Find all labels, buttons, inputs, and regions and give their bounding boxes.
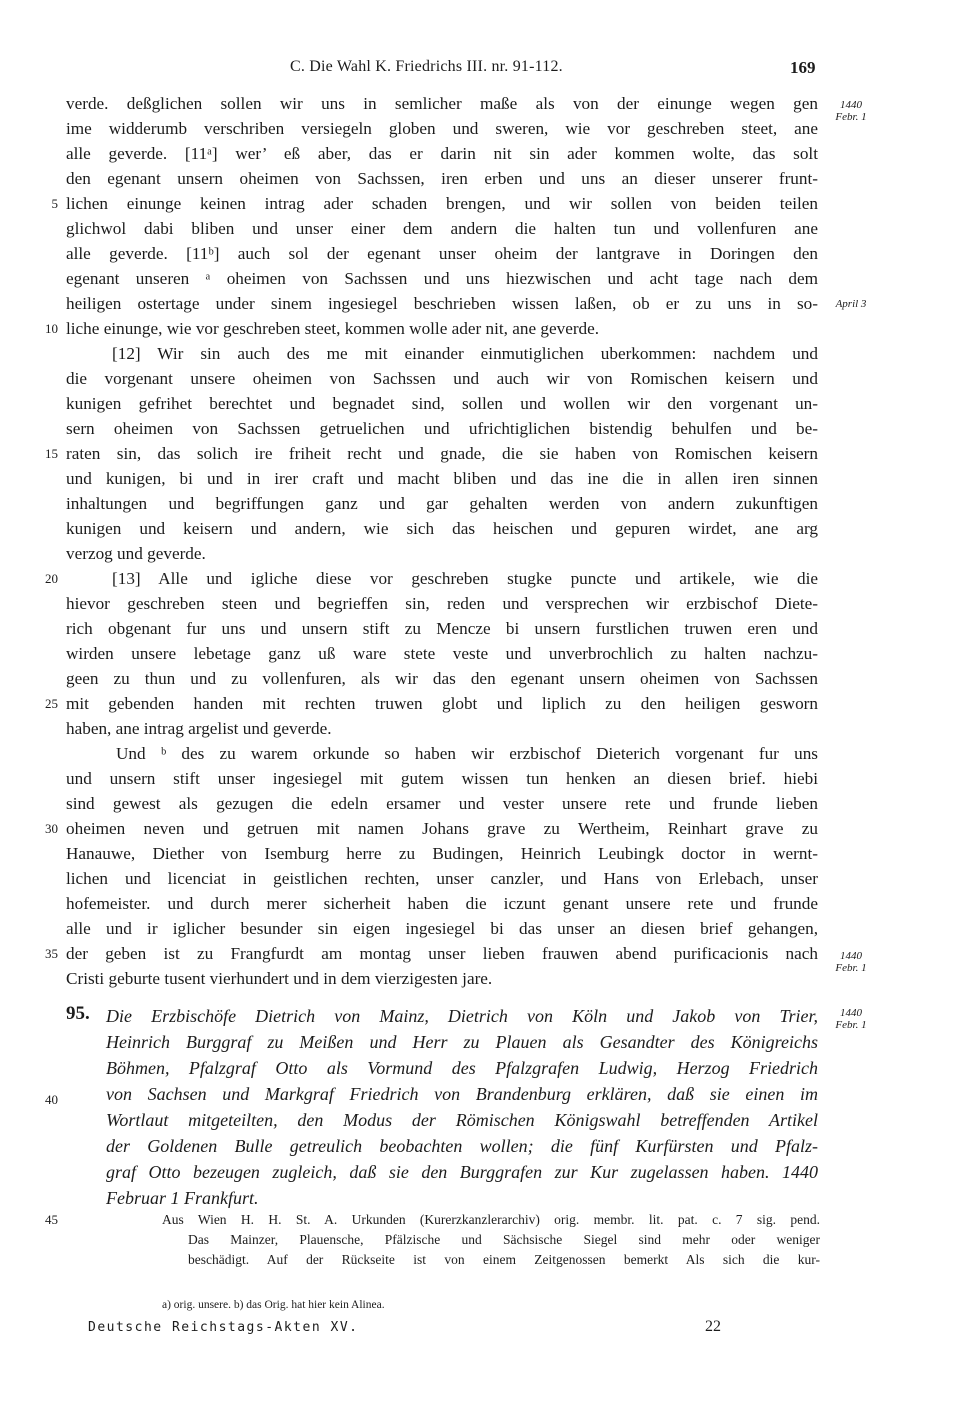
margin-date-year: 1440 xyxy=(840,950,862,962)
body-line: den egenant unsern oheimen von Sachssen, iren erben und uns an dieser unserer frunt- xyxy=(66,169,818,188)
body-line: glichwol dabi bliben und unser einer dem andern die halten tun und vollenfuren ane xyxy=(66,219,818,238)
sheet-signature: 22 xyxy=(705,1318,721,1335)
body-line: hofemeister. und durch merer sicherheit haben die iczunt genant unsere rete und frunde xyxy=(66,894,818,913)
body-line: raten sin, das solich ire friheit recht und gnade, die sie haben von Romischen keisern xyxy=(66,444,818,463)
body-line: mit gebenden handen mit rechten truwen globt und liplich zu den heiligen gesworn xyxy=(66,694,818,713)
body-line: verzog und geverde. xyxy=(66,544,206,563)
regest-line: von Sachsen und Markgraf Friedrich von Brandenburg erklären, daß sie einen im xyxy=(106,1084,818,1104)
body-line: sind gewest als gezugen die edeln ersamer und vester unsere rete und frunde lieben xyxy=(66,794,818,813)
body-line: Hanauwe, Diether von Isemburg herre zu Budingen, Heinrich Leubingk doctor in wernt- xyxy=(66,844,818,863)
body-line: inhaltungen und begriffungen ganz und gar gehalten werden von andern zukunftigen xyxy=(66,494,818,513)
margin-date-day: Febr. 1 xyxy=(835,111,867,123)
regest-line: Wortlaut mitgeteilten, den Modus der Römischen Königswahl betreffenden Artikel xyxy=(106,1110,818,1130)
margin-date-day: Febr. 1 xyxy=(835,962,867,974)
body-line: alle geverde. [11ᵃ] wer’ eß aber, das er darin nit sin ader kommen wolte, das solt xyxy=(66,144,818,163)
margin-date: April 3 xyxy=(835,298,867,310)
body-line: heiligen ostertage under sinem ingesiegel beschrieben wissen laßen, ob er zu uns in so- xyxy=(66,294,818,313)
body-line: verde. deßglichen sollen wir uns in semlicher maße als von der einunge wegen gen xyxy=(66,94,818,113)
body-line: Und ᵇ des zu warem orkunde so haben wir erzbischof Dieterich vorgenant fur uns xyxy=(116,744,818,763)
body-line: wirden unsere lebetage ganz uß ware stete veste und unverbrochlich zu halten nachzu- xyxy=(66,644,818,663)
line-number: 25 xyxy=(45,696,58,711)
running-head: C. Die Wahl K. Friedrichs III. nr. 91-112. xyxy=(290,58,563,75)
body-line: haben, ane intrag argelist und geverde. xyxy=(66,719,332,738)
line-number: 30 xyxy=(45,821,58,836)
line-number: 10 xyxy=(45,321,58,336)
regest-line: Böhmen, Pfalzgraf Otto als Vormund des Pfalzgrafen Ludwig, Herzog Friedrich xyxy=(106,1058,818,1078)
body-line: alle und ir iglicher besunder sin eigen ingesiegel bi das unser an diesen brief gehangen, xyxy=(66,919,818,938)
body-line: [13] Alle und igliche diese vor geschreben stugke puncte und artikele, wie die xyxy=(112,569,818,588)
line-number: 45 xyxy=(45,1212,58,1227)
regest-line: Februar 1 Frankfurt. xyxy=(106,1188,259,1208)
series-title: Deutsche Reichstags-Akten XV. xyxy=(88,1320,359,1335)
line-number: 15 xyxy=(45,446,58,461)
line-number: 40 xyxy=(45,1092,58,1107)
regest-line: Heinrich Burggraf zu Meißen und Herr zu Plauen als Gesandter des Königreichs xyxy=(106,1032,818,1052)
document-number: 95. xyxy=(66,1003,90,1024)
source-note: Das Mainzer, Plauensche, Pfälzische und Sächsische Siegel sind mehr oder weniger xyxy=(188,1232,820,1247)
body-line: und kunigen, bi und in irer craft und macht bliben und das ine die in allen iren sinnen xyxy=(66,469,818,488)
line-number: 35 xyxy=(45,946,58,961)
body-line: alle geverde. [11ᵇ] auch sol der egenant unser oheim der lantgrave in Doringen den xyxy=(66,244,818,263)
line-number: 5 xyxy=(51,196,58,211)
regest-line: graf Otto bezeugen zugleich, daß sie den Burggrafen zur Kur zugelassen haben. 1440 xyxy=(106,1162,818,1182)
footnote: a) orig. unsere. b) das Orig. hat hier kein Alinea. xyxy=(162,1299,385,1311)
body-line: liche einunge, wie vor geschreben steet, kommen wolle ader nit, ane geverde. xyxy=(66,319,600,338)
body-line: und unsern stift unser ingesiegel mit gutem wissen tun henken an diesen brief. hiebi xyxy=(66,769,818,788)
margin-date xyxy=(826,950,876,974)
body-line: der geben ist zu Frangfurdt am montag unser lieben frauwen abend purificacionis nach xyxy=(66,944,818,963)
body-line: rich obgenant fur uns und unsern stift zu Mencze bi unsern furstlichen truwen eren und xyxy=(66,619,818,638)
margin-date-year: 1440 xyxy=(840,99,862,111)
body-line: lichen und licenciat in geistlichen rechten, unser canzler, und Hans von Erlebach, unser xyxy=(66,869,818,888)
body-line: ime widderumb verschriben versiegeln globen und sweren, wie vor geschreben steet, ane xyxy=(66,119,818,138)
line-number: 20 xyxy=(45,571,58,586)
body-line: sern oheimen von Sachssen getruelichen und ufrichtiglichen bistendig behulfen und be- xyxy=(66,419,818,438)
body-line: kunigen gefrihet berechtet und begnadet sind, sollen und wollen wir den vorgenant un- xyxy=(66,394,818,413)
body-line: Cristi geburte tusent vierhundert und in dem vierzigesten jare. xyxy=(66,969,493,988)
body-line: [12] Wir sin auch des me mit einander einmutiglichen uberkommen: nachdem und xyxy=(112,344,818,363)
regest-line: der Goldenen Bulle getreulich beobachten wollen; die fünf Kurfürsten und Pfalz- xyxy=(106,1136,818,1156)
margin-date xyxy=(826,1007,876,1031)
regest-line: Die Erzbischöfe Dietrich von Mainz, Dietrich von Köln und Jakob von Trier, xyxy=(106,1006,818,1026)
margin-date-year: 1440 xyxy=(840,1007,862,1019)
page-number: 169 xyxy=(790,58,816,77)
body-line: die vorgenant unsere oheimen von Sachssen und auch wir von Romischen keisern und xyxy=(66,369,818,388)
body-line: kunigen und keisern und andern, wie sich das heischen und gepuren wirdet, ane arg xyxy=(66,519,818,538)
margin-date xyxy=(826,99,876,123)
body-line: geen zu thun und zu vollenfuren, als wir das den egenant unsern oheimen von Sachssen xyxy=(66,669,818,688)
source-note: beschädigt. Auf der Rückseite ist von einem Zeitgenossen bemerkt Als sich die kur- xyxy=(188,1252,820,1267)
body-line: egenant unseren ᵃ oheimen von Sachssen und uns hiezwischen und acht tage nach dem xyxy=(66,269,818,288)
margin-date-day: Febr. 1 xyxy=(835,1019,867,1031)
body-line: lichen einunge keinen intrag ader schaden brengen, und wir sollen von beiden teilen xyxy=(66,194,818,213)
body-line: hievor geschreben steen und begrieffen sin, reden und versprechen wir erzbischof Diete- xyxy=(66,594,818,613)
body-line: oheimen neven und getruen mit namen Johans grave zu Wertheim, Reinhart grave zu xyxy=(66,819,818,838)
source-note: Aus Wien H. H. St. A. Urkunden (Kurerzkanzlerarchiv) orig. membr. lit. pat. c. 7 sig. pend. xyxy=(162,1212,820,1227)
